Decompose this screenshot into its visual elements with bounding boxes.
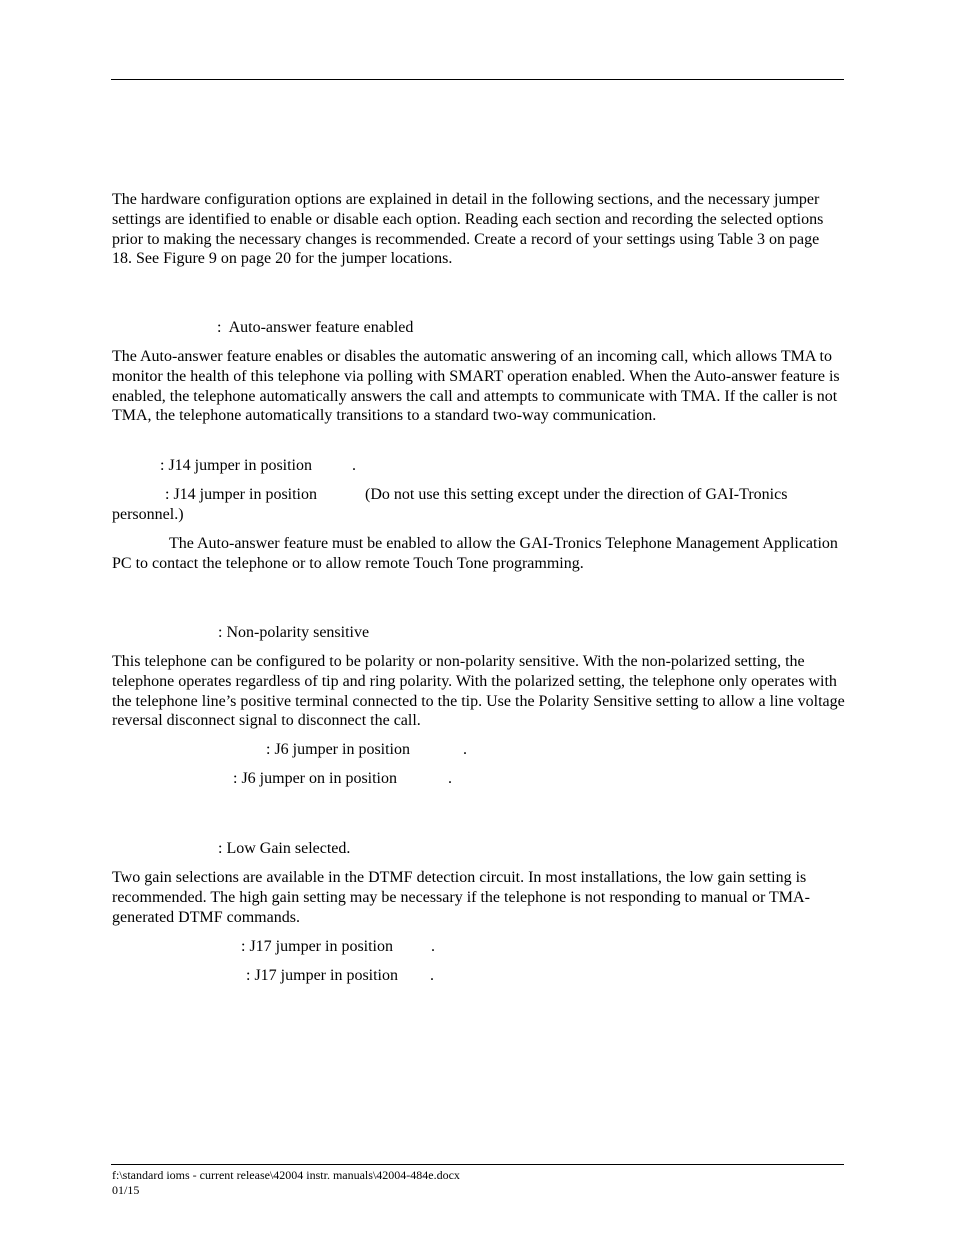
auto-answer-default: : Auto-answer feature enabled: [217, 319, 414, 336]
gain-description: Two gain selections are available in the DTMF detection circuit. In most installations, the low gain setting is recommended. The high gain setting may be necessary if the telephone is not responding to manual or TMA-generated DTMF commands.: [112, 869, 810, 926]
polarity-default: : Non-polarity sensitive: [218, 624, 370, 641]
footer-date: 01/15: [112, 1183, 140, 1197]
polarity-option2-line: : J6 jumper on in position: [233, 770, 397, 787]
polarity-option1-end: .: [463, 741, 467, 758]
polarity-option1-line: : J6 jumper in position: [266, 741, 410, 758]
gain-option1-line: : J17 jumper in position: [241, 938, 393, 955]
gain-option2-end: .: [430, 967, 434, 984]
gain-default: : Low Gain selected.: [218, 840, 351, 857]
auto-answer-disable-line: : J14 jumper in position: [165, 486, 317, 503]
auto-answer-enable-end: .: [352, 457, 356, 474]
footer-file-path: f:\standard ioms - current release\42004 instr. manuals\42004-484e.docx: [112, 1168, 460, 1182]
header-rule: [111, 79, 844, 80]
auto-answer-note: The Auto-answer feature must be enabled to allow the GAI-Tronics Telephone Management Application PC to contact the telephone or to allow remote Touch Tone programming.: [112, 535, 838, 572]
auto-answer-disable-note: (Do not use this setting except under the direction of GAI-Tronics personnel.): [112, 486, 788, 523]
auto-answer-enable-line: : J14 jumper in position: [160, 457, 312, 474]
auto-answer-description: The Auto-answer feature enables or disables the automatic answering of an incoming call, which allows TMA to monitor the health of this telephone via polling with SMART operation enabled. When the Auto-answer feature is enabled, the telephone automatically answers the call and attempts to communicate with TMA. If the caller is not TMA, the telephone automatically transitions to a standard two-way communication.: [112, 348, 840, 425]
polarity-description: This telephone can be configured to be polarity or non-polarity sensitive. With the non-polarized setting, the telephone operates regardless of tip and ring polarity. With the polarized setting, the telephone only operates with the telephone line’s positive terminal connected to the tip. Use the Polarity Sensitive setting to allow a line voltage reversal disconnect signal to disconnect the call.: [112, 653, 845, 730]
footer-rule: [111, 1164, 844, 1165]
gain-option2-line: : J17 jumper in position: [246, 967, 398, 984]
polarity-option2-end: .: [448, 770, 452, 787]
gain-option1-end: .: [431, 938, 435, 955]
intro-paragraph: The hardware configuration options are explained in detail in the following sections, and the necessary jumper settings are identified to enable or disable each option. Reading each section and recording the selected options prior to making the necessary changes is recommended. Create a record of your settings using Table 3 on page 18. See Figure 9 on page 20 for the jumper locations.: [112, 191, 824, 268]
